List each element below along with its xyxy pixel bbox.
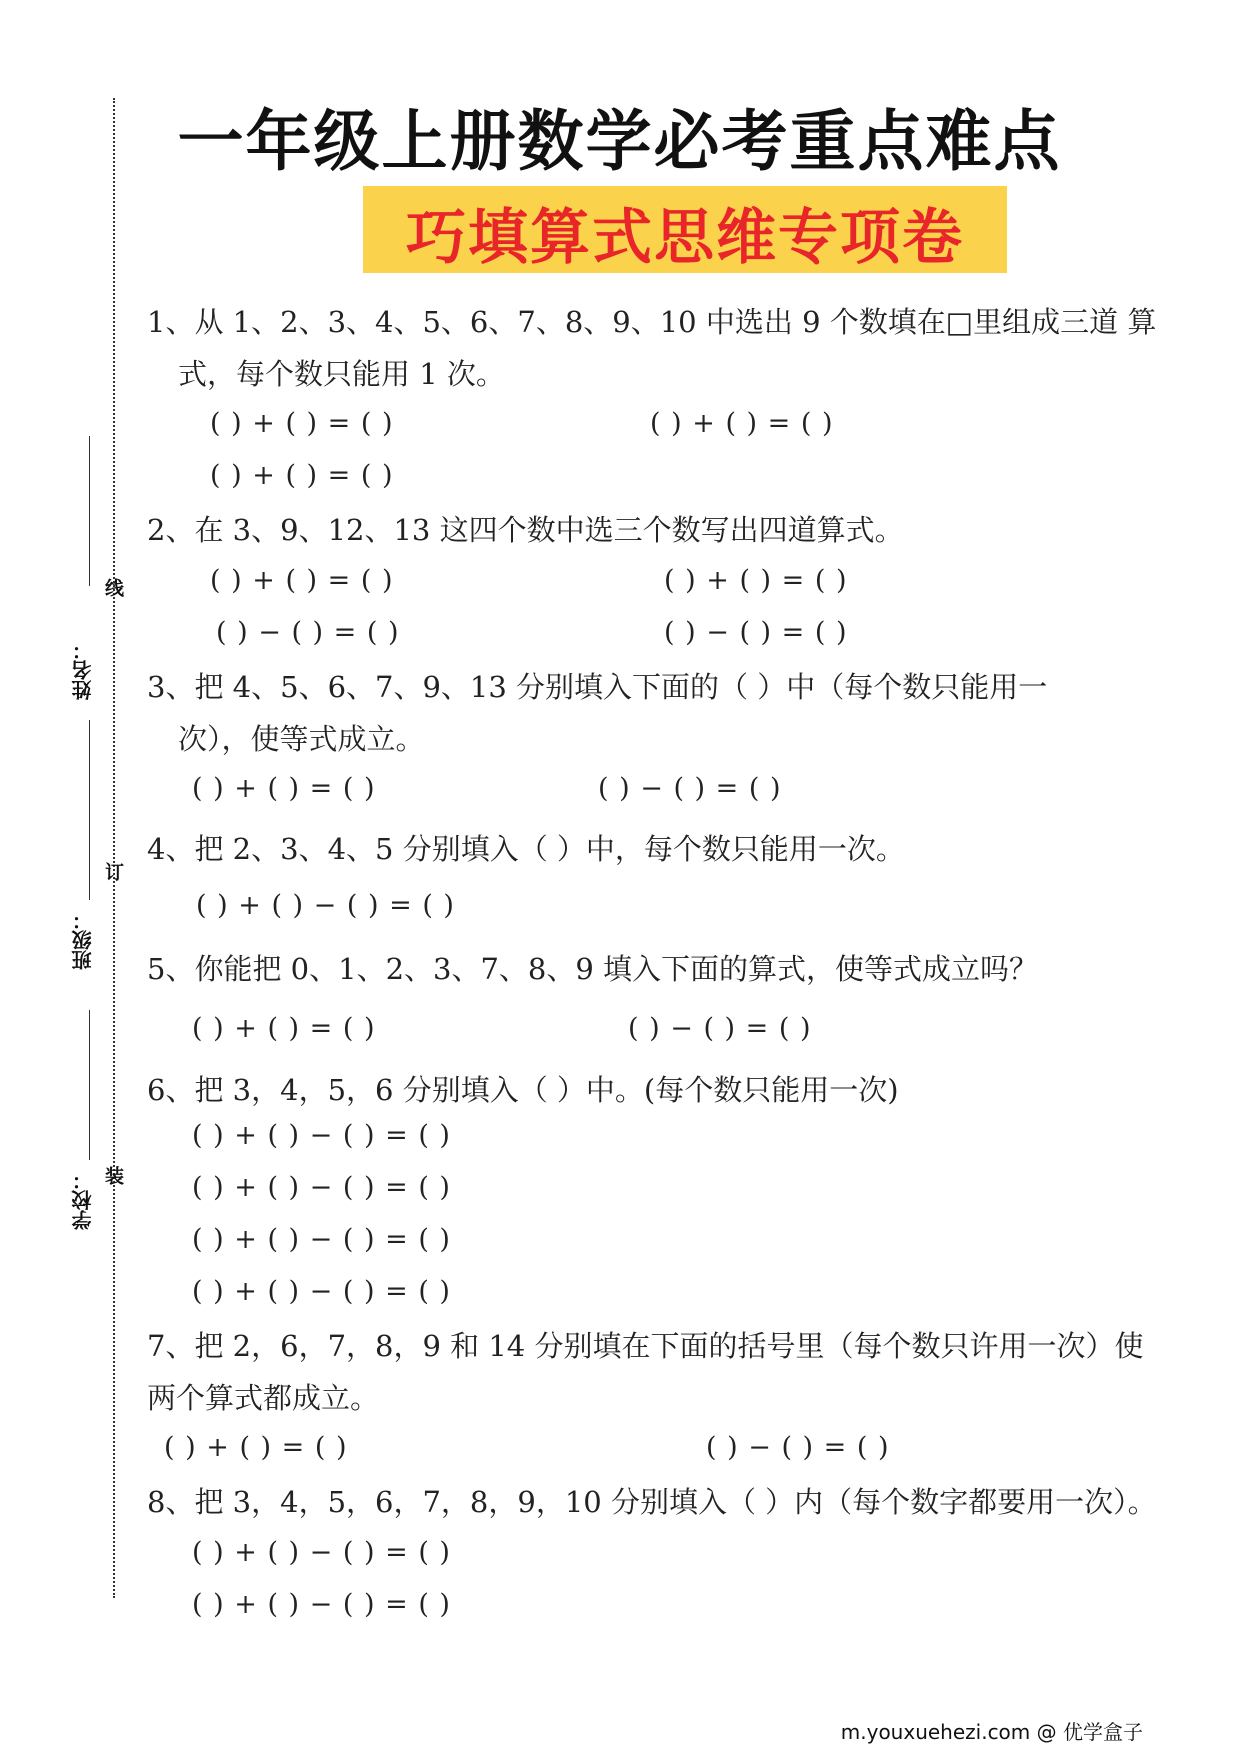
question-4-text: 4、把 2、3、4、5 分别填入（ ）中，每个数只能用一次。 <box>147 832 905 866</box>
school-label: 学校： <box>71 1170 95 1230</box>
question-1-equation: ( ) + ( ) = ( ) <box>210 408 394 439</box>
school-underline <box>89 1010 90 1160</box>
question-7-equation: ( ) + ( ) = ( ) <box>164 1432 348 1463</box>
question-1-text: 1、从 1、2、3、4、5、6、7、8、9、10 中选出 9 个数填在□里组成三道 算 <box>147 305 1157 339</box>
class-label: 班级： <box>71 910 95 970</box>
question-3-text: 3、把 4、5、6、7、9、13 分别填入下面的（ ）中（每个数只能用一 <box>147 670 1048 704</box>
binding-mark-staple: 订 <box>102 862 124 881</box>
question-6-equation: ( ) + ( ) − ( ) = ( ) <box>192 1224 451 1255</box>
question-8-equation: ( ) + ( ) − ( ) = ( ) <box>192 1537 451 1568</box>
binding-dotted-line <box>113 98 115 1598</box>
name-label: 姓名： <box>71 640 95 700</box>
binding-mark-line: 线 <box>102 578 124 597</box>
question-1-equation: ( ) + ( ) = ( ) <box>210 460 394 491</box>
page-subtitle: 巧填算式思维专项卷 <box>406 203 964 273</box>
question-7-text-cont: 两个算式都成立。 <box>147 1381 380 1415</box>
question-7-equation: ( ) − ( ) = ( ) <box>706 1432 890 1463</box>
question-2-text: 2、在 3、9、12、13 这四个数中选三个数写出四道算式。 <box>147 513 904 547</box>
binding-mark-bind: 装 <box>102 1166 124 1185</box>
question-6-equation: ( ) + ( ) − ( ) = ( ) <box>192 1172 451 1203</box>
question-6-equation: ( ) + ( ) − ( ) = ( ) <box>192 1276 451 1307</box>
question-2-equation: ( ) − ( ) = ( ) <box>216 617 400 648</box>
question-4-equation: ( ) + ( ) − ( ) = ( ) <box>196 890 455 921</box>
footer-watermark: m.youxuehezi.com @ 优学盒子 <box>840 1720 1143 1744</box>
question-5-text: 5、你能把 0、1、2、3、7、8、9 填入下面的算式，使等式成立吗？ <box>147 952 1039 986</box>
page-title: 一年级上册数学必考重点难点 <box>177 103 1062 180</box>
question-3-equation: ( ) + ( ) = ( ) <box>192 773 376 804</box>
question-7-text: 7、把 2，6，7，8，9 和 14 分别填在下面的括号里（每个数只许用一次）使 <box>147 1329 1144 1363</box>
question-8-equation: ( ) + ( ) − ( ) = ( ) <box>192 1589 451 1620</box>
question-3-equation: ( ) − ( ) = ( ) <box>598 773 782 804</box>
question-3-text-cont: 次），使等式成立。 <box>178 722 425 756</box>
question-1-text-cont: 式，每个数只能用 1 次。 <box>178 357 505 391</box>
question-8-text: 8、把 3，4，5，6，7，8，9，10 分别填入（ ）内（每个数字都要用一次）。 <box>147 1485 1157 1519</box>
question-2-equation: ( ) − ( ) = ( ) <box>664 617 848 648</box>
name-underline <box>89 436 90 586</box>
question-2-equation: ( ) + ( ) = ( ) <box>664 565 848 596</box>
question-2-equation: ( ) + ( ) = ( ) <box>210 565 394 596</box>
question-5-equation: ( ) + ( ) = ( ) <box>192 1013 376 1044</box>
question-5-equation: ( ) − ( ) = ( ) <box>628 1013 812 1044</box>
question-1-equation: ( ) + ( ) = ( ) <box>650 408 834 439</box>
class-underline <box>89 720 90 900</box>
question-6-text: 6、把 3，4，5，6 分别填入（ ）中。(每个数只能用一次) <box>147 1073 899 1107</box>
question-6-equation: ( ) + ( ) − ( ) = ( ) <box>192 1120 451 1151</box>
